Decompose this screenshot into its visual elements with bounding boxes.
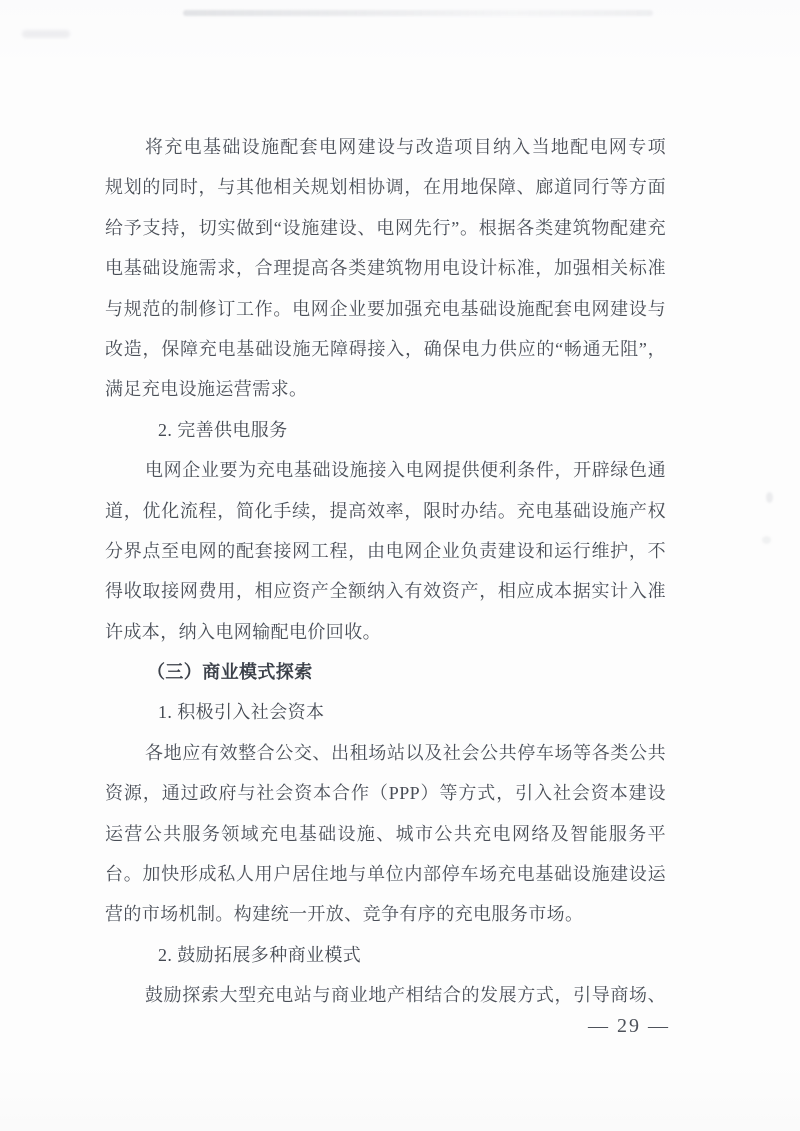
body-line: 营的市场机制。构建统一开放、竞争有序的充电服务市场。 bbox=[105, 904, 584, 925]
scan-speck-artifact bbox=[762, 536, 771, 544]
body-line: 电网企业要为充电基础设施接入电网提供便利条件，开辟绿色通 bbox=[145, 460, 666, 481]
body-line: 满足充电设施运营需求。 bbox=[105, 379, 308, 400]
subsection-heading: 2. 完善供电服务 bbox=[158, 419, 288, 440]
body-line: 台。加快形成私人用户居住地与单位内部停车场充电基础设施建设运 bbox=[105, 864, 666, 885]
body-line: 道，优化流程，简化手续，提高效率，限时办结。充电基础设施产权 bbox=[105, 500, 666, 521]
body-line: 分界点至电网的配套接网工程，由电网企业负责建设和运行维护，不 bbox=[105, 540, 666, 561]
body-line: 与规范的制修订工作。电网企业要加强充电基础设施配套电网建设与 bbox=[105, 298, 666, 319]
body-line: 给予支持，切实做到“设施建设、电网先行”。根据各类建筑物配建充 bbox=[105, 217, 666, 238]
scan-speck-artifact bbox=[766, 492, 773, 503]
body-line: 鼓励探索大型充电站与商业地产相结合的发展方式，引导商场、 bbox=[145, 985, 666, 1006]
body-line: 运营公共服务领域充电基础设施、城市公共充电网络及智能服务平 bbox=[105, 823, 666, 844]
scan-smudge-artifact bbox=[22, 30, 70, 38]
body-line: 将充电基础设施配套电网建设与改造项目纳入当地配电网专项 bbox=[145, 137, 666, 157]
body-line: 许成本，纳入电网输配电价回收。 bbox=[105, 621, 381, 642]
section-heading: （三）商业模式探索 bbox=[147, 662, 313, 683]
body-line: 规划的同时，与其他相关规划相协调，在用地保障、廊道同行等方面 bbox=[105, 177, 666, 198]
body-line: 改造，保障充电基础设施无障碍接入，确保电力供应的“畅通无阻”， bbox=[105, 338, 666, 359]
body-line: 各地应有效整合公交、出租场站以及社会公共停车场等各类公共 bbox=[145, 742, 666, 763]
page-number: — 29 — bbox=[588, 1015, 670, 1037]
subsection-heading: 1. 积极引入社会资本 bbox=[158, 702, 325, 723]
body-line: 得收取接网费用，相应资产全额纳入有效资产，相应成本据实计入准 bbox=[105, 581, 666, 602]
scan-streak-artifact bbox=[183, 10, 653, 16]
subsection-heading: 2. 鼓励拓展多种商业模式 bbox=[158, 944, 362, 965]
page-content bbox=[105, 127, 666, 1016]
body-line: 资源，通过政府与社会资本合作（PPP）等方式，引入社会资本建设 bbox=[105, 783, 666, 804]
body-line: 电基础设施需求，合理提高各类建筑物用电设计标准，加强相关标准 bbox=[105, 258, 666, 279]
